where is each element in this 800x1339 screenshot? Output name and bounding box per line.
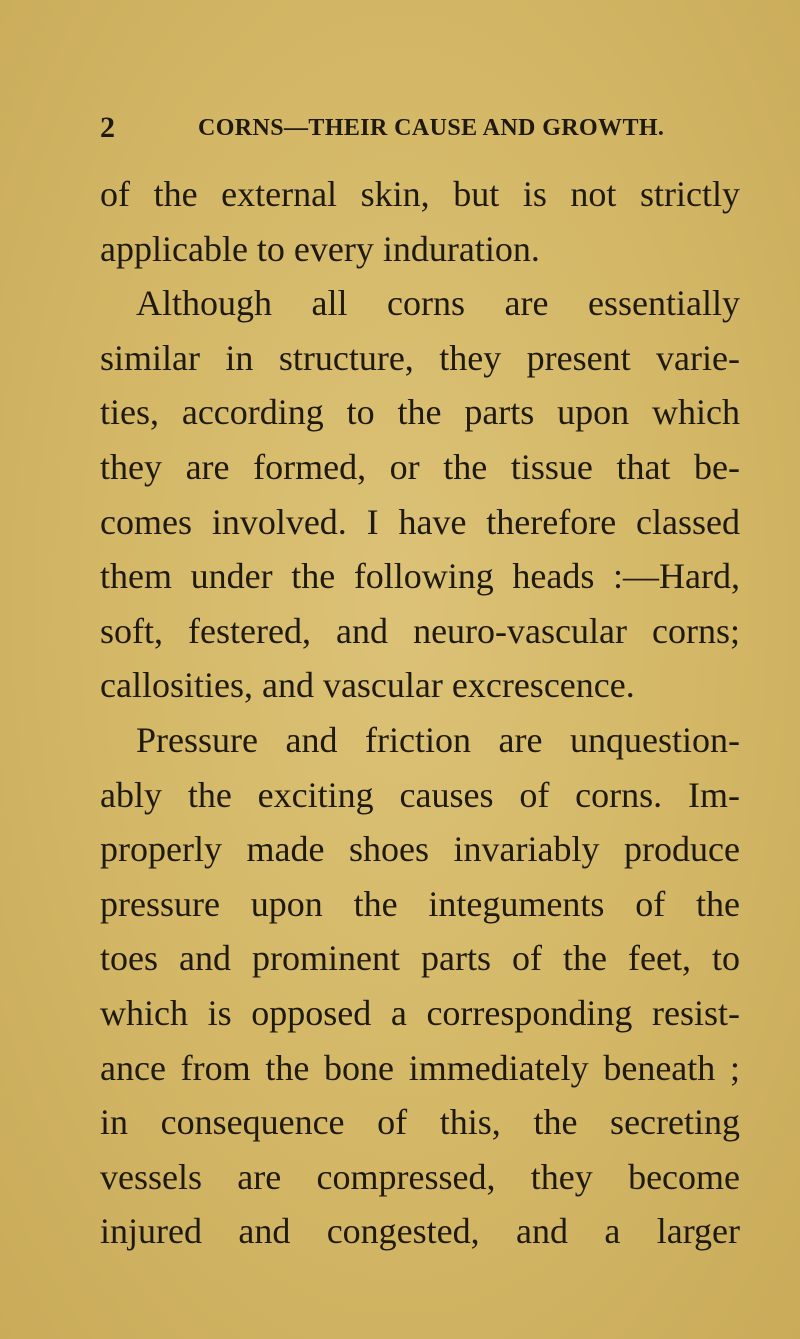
text-line: vessels are compressed, they become (100, 1156, 740, 1197)
text-line: similar in structure, they present varie- (100, 337, 740, 378)
text-line: they are formed, or the tissue that be- (100, 446, 740, 487)
text-line: in consequence of this, the secreting (100, 1102, 740, 1143)
text-line: pressure upon the integuments of the (100, 883, 740, 924)
text-line: toes and prominent parts of the feet, to (100, 938, 740, 979)
text-line: injured and congested, and a larger (100, 1211, 740, 1252)
text-line: properly made shoes invariably produce (100, 829, 740, 870)
text-line: them under the following heads :—Hard, (100, 556, 740, 597)
page-header (0, 108, 800, 148)
text-line: callosities, and vascular excrescence. (100, 665, 635, 706)
text-line: Although all corns are essentially (136, 283, 740, 324)
running-head: CORNS—THEIR CAUSE AND GROWTH. (198, 115, 665, 141)
text-line: applicable to every induration. (100, 228, 540, 269)
body-text (100, 167, 740, 1259)
text-line: comes involved. I have therefore classed (100, 501, 740, 542)
text-line: ties, according to the parts upon which (100, 392, 740, 433)
text-line: which is opposed a corresponding resist- (100, 992, 740, 1033)
text-line: ably the exciting causes of corns. Im- (100, 774, 740, 815)
text-line: of the external skin, but is not strictly (100, 174, 740, 214)
text-line: soft, festered, and neuro-vascular corns; (100, 610, 740, 651)
text-line: ance from the bone immediately beneath ; (100, 1047, 740, 1088)
page-number: 2 (100, 111, 115, 144)
text-line: Pressure and friction are unquestion- (136, 719, 740, 760)
